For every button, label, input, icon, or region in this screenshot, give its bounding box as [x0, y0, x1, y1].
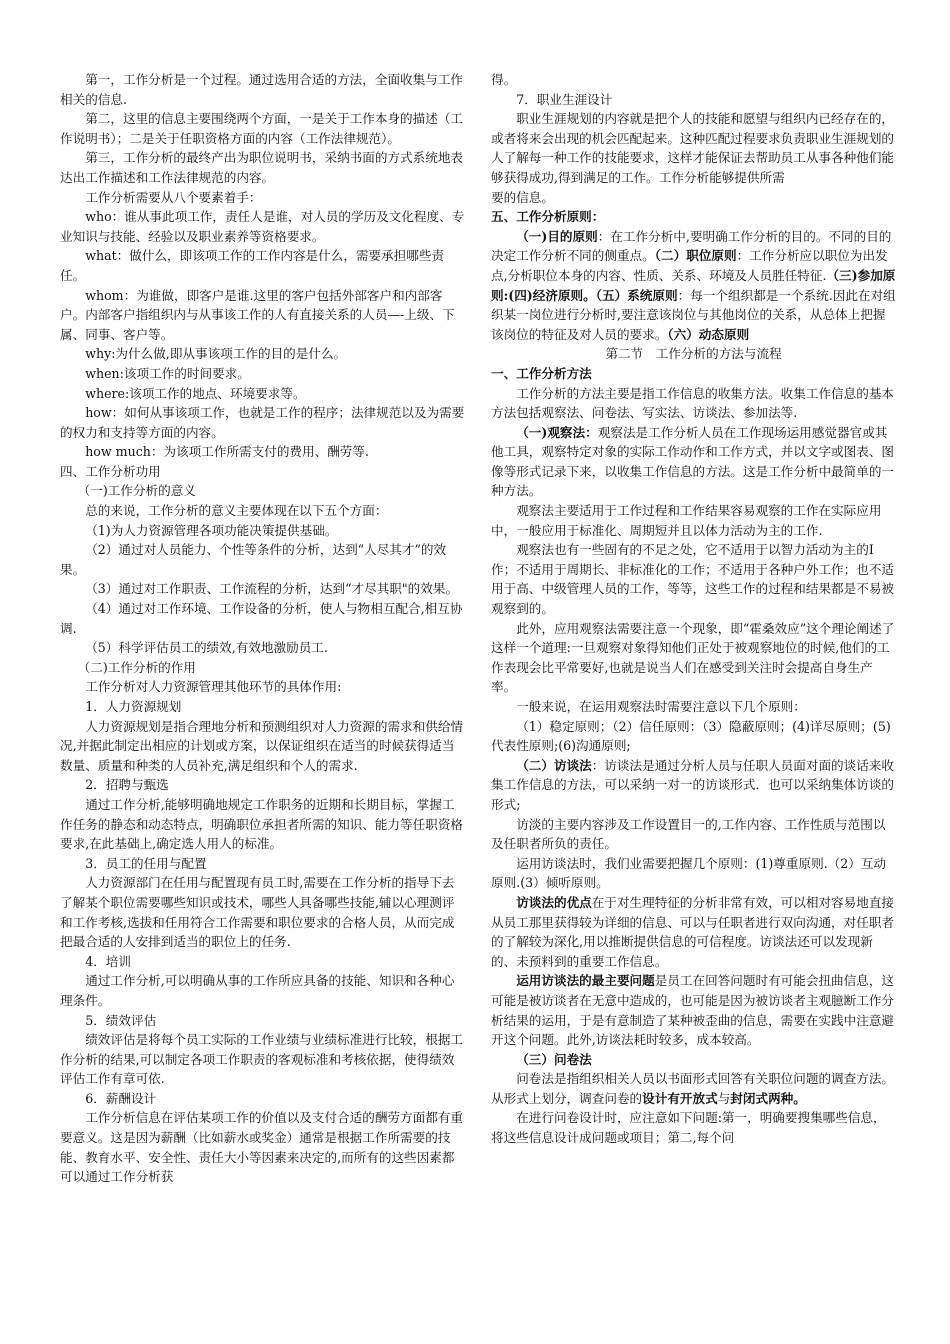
text-run: ：每一个组织都是一个系统.因此在对组织某一岗位进行分析时,要注意该岗位与其他岗位的关系，从总体上把握该岗位的特征及对人员的要求。: [491, 287, 896, 342]
paragraph: 要的信息。: [491, 189, 554, 205]
paragraph: 总的来说，工作分析的意义主要体现在以下五个方面：: [85, 503, 388, 519]
paragraph: 通过工作分析,可以明确从事的工作所应具备的技能、知识和各种心理条件。: [60, 973, 455, 1008]
paragraph: （2）通过对人员能力、个性等条件的分析，达到“人尽其才”的效果。: [60, 542, 447, 577]
paragraph: whom：为谁做，即客户是谁.这里的客户包括外部客户和内部客户。内部客户指组织内与从事该工作的人有直接关系的人员—-上级、下属、同事、客户等。: [60, 287, 455, 342]
paragraph: 7．职业生涯设计: [516, 91, 613, 107]
paragraph: 得。: [491, 72, 517, 87]
paragraph: [491, 1050, 896, 1070]
paragraph: 6．薪酬设计: [85, 1090, 157, 1106]
text-run: ：在工作分析中,要明确工作分析的目的。不同的目的决定工作分析不同的侧重点。: [491, 228, 892, 264]
text-run: 是员工在回答问题时有可能会扭曲信息，这可能是被访谈者在无意中造成的，也可能是因为被访谈者主观臆断工作分析结果的运用，于是有意制造了某种被歪曲的信息，需要在实践中注意避开这个问题。此外,访谈法耗时较多，成本较高。: [491, 973, 894, 1048]
paragraph: 绩效评估是将每个员工实际的工作业绩与业绩标准进行比较，根据工作分析的结果,可以制定各项工作职责的客观标准和考核依据，使得绩效评估工作有章可依.: [60, 1032, 463, 1087]
paragraph: [491, 971, 896, 1049]
paragraph: who：谁从事此项工作，责任人是谁，对人员的学历及文化程度、专业知识与技能、经验以及职业素养等资格要求。: [60, 209, 465, 244]
paragraph: [491, 227, 896, 345]
paragraph: 访淡的主要内容涉及工作设置目一的,工作内容、工作性质与范围以及任职者所负的责任。: [491, 816, 886, 852]
paragraph: 第一，工作分析是一个过程。通过选用合适的方法，全面收集与工作相关的信息.: [60, 72, 463, 107]
text-run: 问卷法是指组织相关人员以书面形式回答有关职位问题的调查方法。从形式上划分，调查问卷的: [491, 1071, 894, 1106]
text-run: 在于对生理特征的分析非常有效，可以相对容易地直接从员工那里获得较为详细的信息、可以与任职者进行双向沟通，对任职者的了解较为深化,用以推断提供信息的可信程度。访谈法还可以发现新的、未预料到的重要工作信息。: [491, 894, 894, 969]
paragraph: how much：为该项工作所需支付的费用、酬劳等.: [85, 444, 369, 460]
text-run: 与: [717, 1090, 731, 1106]
paragraph: 第二节 工作分析的方法与流程: [605, 346, 782, 362]
bold-text: （三）问卷法: [516, 1051, 592, 1067]
paragraph: 通过工作分析,能够明确地规定工作职务的近期和长期目标，掌握工作任务的静态和动态特点，明确职位承担者所需的知识、能力等任职资格要求,在此基础上,确定选人用人的标准。: [60, 796, 463, 852]
bold-text: 封闭式两种。: [730, 1090, 806, 1106]
bold-text: （六）动态原则: [667, 326, 750, 342]
bold-text: 设计有开放式: [642, 1090, 718, 1106]
bold-text: 运用访谈法的最主要问题: [516, 973, 655, 989]
paragraph: （1)为人力资源管理各项功能决策提供基础。: [85, 522, 338, 538]
paragraph: 此外，应用观察法需要注意一个现象，即“霍桑效应”这个理论阐述了这样一个道理:一旦观察对象得知他们正处于被观察地位的时候,他们的工作表现会比平常要好,也就是说当人们在感受到关注时会提高自身生产率。: [491, 620, 895, 695]
text-run: 观察法是工作分析人员在工作现场运用感觉器官或其他工具，观察特定对象的实际工作动作和工作方式，并以文字或图表、图像等形式记录下来，以收集工作信息的方法。这是工作分析中最简单的一种方法。: [491, 424, 894, 499]
paragraph: 一、工作分析方法: [491, 365, 592, 381]
paragraph: 职业生涯规划的内容就是把个人的技能和愿望与组织内已经存在的，或者将来会出现的机会匹配起来。这种匹配过程要求负责职业生涯规划的人了解每一种工作的技能要求，这样才能保证去帮助员工从事各种他们能够获得成功,得到满足的工作。工作分析能够提供所需: [491, 111, 894, 185]
paragraph: 工作分析对人力资源管理其他环节的具体作用:: [85, 679, 342, 695]
bold-text: （一)观察法：: [516, 424, 598, 440]
paragraph: where:该项工作的地点、环境要求等。: [85, 385, 306, 401]
paragraph: （4）通过对工作环境、工作设备的分析，使人与物相互配合,相互协调.: [60, 601, 463, 636]
paragraph: 工作分析信息在评估某项工作的价值以及支付合适的酬劳方面都有重要意义。这是因为薪酬（比如薪水或奖金）通常是根据工作所需要的技能、教育水平、安全性、责任大小等因素来决定的,而所有的这些因素都可以通过工作分析获: [60, 1110, 463, 1185]
paragraph: （3）通过对工作职责、工作流程的分析，达到“才尽其职"的效果。: [85, 581, 459, 597]
paragraph: 工作分析需要从八个要素着手：: [85, 189, 262, 205]
paragraph: （1）稳定原则；（2）信任原则：（3）隐蔽原则；(4)详尽原则；(5)代表性原则;(6)沟通原则;: [491, 718, 891, 754]
bold-text: （一)目的原则: [516, 228, 598, 244]
paragraph: [491, 893, 896, 971]
paragraph: why:为什么做,即从事该项工作的目的是什么。: [85, 346, 347, 362]
document-page: [60, 70, 896, 1310]
paragraph: [491, 756, 896, 815]
right-column: [491, 70, 896, 1310]
paragraph: 人力资源规划是指合理地分析和预测组织对人力资源的需求和供给情况,并据此制定出相应的计划或方案，以保证组织在适当的时候获得适当数量、质量和种类的人员补充,满足组织和个人的需求.: [60, 718, 463, 773]
paragraph: （5）科学评估员工的绩效,有效地激励员工.: [85, 640, 328, 656]
paragraph: 5．绩效评估: [85, 1012, 157, 1028]
paragraph: 3．员工的任用与配置: [85, 855, 207, 871]
bold-text: 访谈法的优点: [516, 894, 592, 910]
text-run: ：访谈法是通过分析人员与任职人员面对面的谈话来收集工作信息的方法，可以采纳一对一的访谈形式．也可以采纳集体访谈的形式;: [491, 757, 894, 812]
paragraph: [491, 1069, 896, 1108]
text-run: ：工作分析应以职位为出发点,分析职位本身的内容、性质、关系、环境及人员胜任特征.: [491, 248, 888, 283]
paragraph: （二)工作分析的作用: [77, 659, 196, 675]
paragraph: what：做什么，即该项工作的工作内容是什么，需要承担哪些责任。: [60, 248, 445, 283]
paragraph: 观察法主要适用于工作过程和工作结果容易观察的工作在实际应用中，一般应用于标准化、周期短并且以体力活动为主的工作.: [491, 503, 882, 538]
left-column: [60, 70, 465, 1310]
paragraph: 在进行问卷设计时，应注意如下问题:第一，明确要搜集哪些信息，将这些信息设计成问题或项目；第二,每个问: [491, 1110, 886, 1146]
paragraph: （一)工作分析的意义: [77, 483, 196, 499]
paragraph: how：如何从事该项工作，也就是工作的程序；法律规范以及为需要的权力和支持等方面的内容。: [60, 405, 465, 440]
paragraph: 2．招聘与甄选: [85, 777, 169, 793]
paragraph: 1．人力资源规划: [85, 699, 182, 714]
bold-text: （二）访谈法: [516, 757, 592, 773]
paragraph: 运用访谈法时，我们业需要把握几个原则：(1)尊重原则.（2）互动原则.(3）倾听原则。: [491, 855, 887, 891]
paragraph: 工作分析的方法主要是指工作信息的收集方法。收集工作信息的基本方法包括观察法、问卷法、写实法、访谈法、参加法等.: [491, 385, 894, 421]
paragraph: 人力资源部门在任用与配置现有员工时,需要在工作分析的指导下去了解某个职位需要哪些知识或技术，哪些人具备哪些技能,辅以心理测评和工作考核,选拔和任用符合工作需要和职位要求的合格人员，从而完成把最合适的人安排到适当的职位上的任务.: [60, 875, 455, 950]
paragraph: 观察法也有一些固有的不足之处，它不适用于以智力活动为主的I作；不适用于周期长、非标准化的工作；不适用于各种户外工作；也不适用于高、中级管理人员的工作，等等，这些工作的过程和结果都是不易被观察到的。: [491, 542, 894, 617]
paragraph: when:该项工作的时间要求。: [85, 365, 250, 381]
paragraph: 一般来说，在运用观察法时需要注意以下几个原则：: [516, 699, 806, 714]
paragraph: 五、工作分析原则：: [491, 209, 605, 225]
bold-text: （二）职位原则: [654, 248, 737, 264]
paragraph: 第三，工作分析的最终产出为职位说明书，采纳书面的方式系统地表达出工作描述和工作法律规范的内容。: [60, 150, 463, 185]
bold-text: （三)参加原则:(四)经济原则。（五）系统原则: [491, 267, 896, 303]
paragraph: 四、工作分析功用: [60, 463, 161, 479]
paragraph: [491, 423, 896, 501]
paragraph: 第二，这里的信息主要围绕两个方面，一是关于工作本身的描述（工作说明书）；二是关于任职资格方面的内容（工作法律规范）。: [60, 111, 463, 146]
paragraph: 4．培训: [85, 953, 131, 969]
